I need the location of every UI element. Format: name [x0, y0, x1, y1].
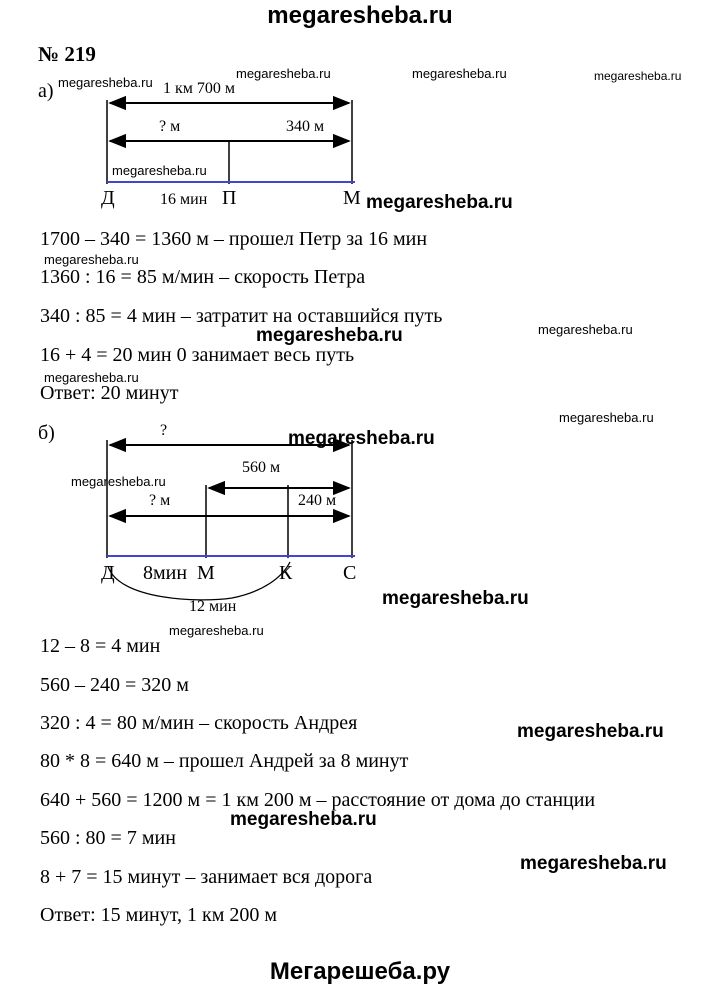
b-dist-label: 560 м	[242, 459, 281, 476]
b-line-6: 560 : 80 = 7 мин	[40, 827, 176, 849]
watermark: megaresheba.ru	[412, 66, 507, 81]
a-point-mid: П	[222, 187, 237, 209]
b-point-end: С	[343, 562, 357, 584]
a-line-2: 1360 : 16 = 85 м/мин – скорость Петра	[40, 266, 366, 288]
a-answer: Ответ: 20 минут	[40, 382, 179, 404]
a-line-1: 1700 – 340 = 1360 м – прошел Петр за 16 мин	[40, 228, 428, 250]
a-top-label: 1 км 700 м	[163, 80, 236, 97]
watermark-bold: megaresheba.ru	[288, 428, 435, 449]
b-top-label: ?	[160, 422, 168, 439]
part-a-label: а)	[38, 80, 54, 102]
b-point-k: К	[279, 562, 293, 584]
part-b-label: б)	[38, 422, 55, 444]
b-line-1: 12 – 8 = 4 мин	[40, 635, 161, 657]
watermark: megaresheba.ru	[44, 252, 139, 267]
b-line-4: 80 * 8 = 640 м – прошел Андрей за 8 минут	[40, 750, 409, 772]
a-point-end: М	[343, 187, 361, 209]
a-point-start: Д	[101, 187, 115, 209]
watermark: megaresheba.ru	[538, 322, 633, 337]
problem-number: № 219	[38, 42, 96, 66]
b-known-label: 240 м	[298, 492, 337, 509]
watermark: megaresheba.ru	[71, 474, 166, 489]
watermark: megaresheba.ru	[112, 163, 207, 178]
watermark: megaresheba.ru	[559, 410, 654, 425]
b-time-label-8: 8мин	[143, 562, 188, 584]
watermark-bold: megaresheba.ru	[382, 588, 529, 609]
b-point-m: М	[197, 562, 215, 584]
b-line-5: 640 + 560 = 1200 м = 1 км 200 м – расстояние от дома до станции	[40, 789, 596, 811]
b-answer: Ответ: 15 минут, 1 км 200 м	[40, 904, 278, 926]
a-time-label: 16 мин	[160, 191, 208, 208]
b-point-start: Д	[101, 562, 115, 584]
watermark: megaresheba.ru	[44, 370, 139, 385]
a-known-label: 340 м	[286, 118, 325, 135]
a-unknown-label: ? м	[159, 118, 181, 135]
site-footer: Мегарешеба.ру	[269, 958, 451, 985]
b-line-7: 8 + 7 = 15 минут – занимает вся дорога	[40, 866, 373, 888]
b-line-3: 320 : 4 = 80 м/мин – скорость Андрея	[40, 712, 358, 734]
watermark-bold: megaresheba.ru	[520, 853, 667, 874]
watermark-bold: megaresheba.ru	[517, 721, 664, 742]
watermark: megaresheba.ru	[594, 69, 682, 83]
watermark-bold: megaresheba.ru	[230, 809, 377, 830]
watermark-bold: megaresheba.ru	[256, 325, 403, 346]
site-header: megaresheba.ru	[267, 2, 453, 29]
watermark: megaresheba.ru	[58, 75, 153, 90]
a-line-3: 340 : 85 = 4 мин – затратит на оставшийся путь	[40, 305, 443, 327]
watermark-bold: megaresheba.ru	[366, 192, 513, 213]
watermark: megaresheba.ru	[236, 66, 331, 81]
b-line-2: 560 – 240 = 320 м	[40, 674, 189, 696]
a-line-4: 16 + 4 = 20 мин 0 занимает весь путь	[40, 344, 355, 366]
b-time-label-12: 12 мин	[189, 598, 237, 615]
watermark: megaresheba.ru	[169, 623, 264, 638]
b-unknown-label: ? м	[149, 492, 171, 509]
